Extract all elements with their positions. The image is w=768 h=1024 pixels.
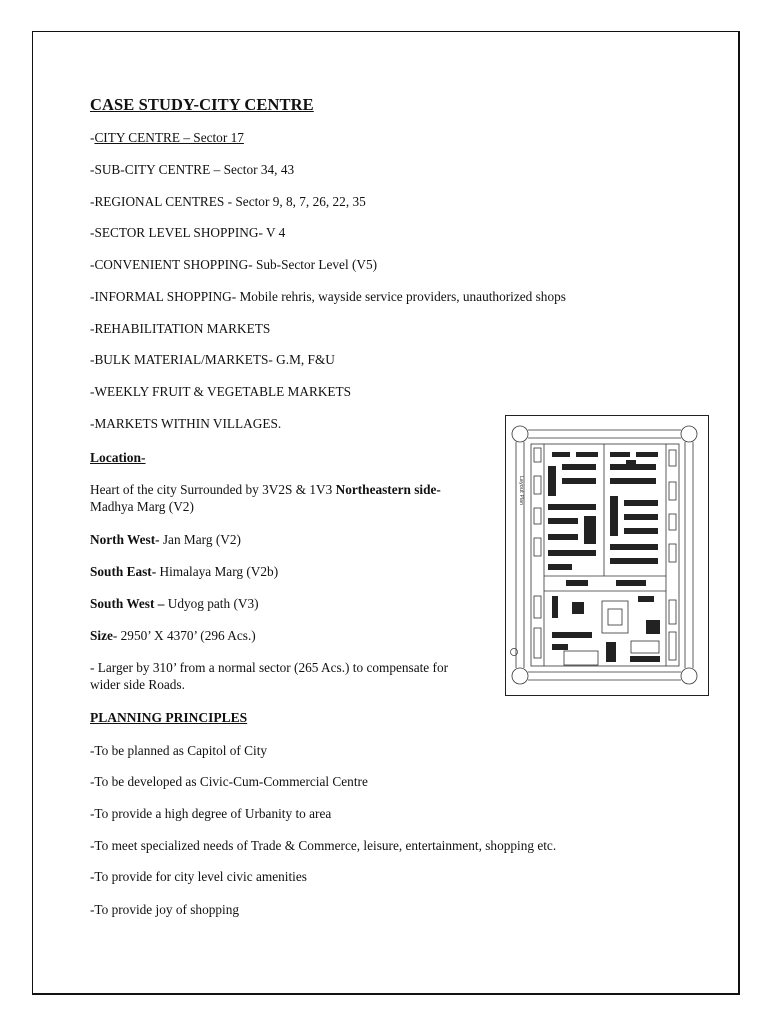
hierarchy-item: -REGIONAL CENTRES - Sector 9, 8, 7, 26, 22, 35: [90, 194, 366, 209]
hierarchy-item: -MARKETS WITHIN VILLAGES.: [90, 416, 282, 431]
hierarchy-item: -WEEKLY FRUIT & VEGETABLE MARKETS: [90, 384, 352, 399]
planning-item: -To provide a high degree of Urbanity to area: [90, 806, 332, 821]
location-intro-line2: Madhya Marg (V2): [90, 499, 194, 514]
hierarchy-item: -CONVENIENT SHOPPING- Sub-Sector Level (V5): [90, 257, 378, 272]
location-intro: Heart of the city Surrounded by 3V2S & 1V3 Northeastern side-: [90, 482, 441, 497]
location-south-west: South West – Udyog path (V3): [90, 596, 259, 611]
page-title: CASE STUDY-CITY CENTRE: [90, 95, 314, 114]
hierarchy-item: -CITY CENTRE – Sector 17: [90, 130, 244, 145]
location-heading: Location-: [90, 450, 146, 465]
planning-item: -To be developed as Civic-Cum-Commercial Centre: [90, 774, 368, 789]
hierarchy-item: -SUB-CITY CENTRE – Sector 34, 43: [90, 162, 295, 177]
compass-icon: [511, 649, 518, 656]
location-size: Size- 2950’ X 4370’ (296 Acs.): [90, 628, 256, 643]
layout-plan-map: [505, 415, 709, 696]
location-south-east: South East- Himalaya Marg (V2b): [90, 564, 279, 579]
hierarchy-item: -INFORMAL SHOPPING- Mobile rehris, wayside service providers, unauthorized shops: [90, 289, 566, 304]
hierarchy-item: -REHABILITATION MARKETS: [90, 321, 271, 336]
planning-item: -To provide for city level civic amenities: [90, 869, 307, 884]
location-note: - Larger by 310’ from a normal sector (265 Acs.) to compensate for wider side Roads.: [90, 660, 449, 692]
planning-heading: PLANNING PRINCIPLES: [90, 710, 248, 725]
planning-item: -To provide joy of shopping: [90, 902, 240, 917]
planning-item: -To meet specialized needs of Trade & Commerce, leisure, entertainment, shopping etc.: [90, 838, 557, 853]
planning-item: -To be planned as Capitol of City: [90, 743, 268, 758]
hierarchy-item: -BULK MATERIAL/MARKETS- G.M, F&U: [90, 352, 335, 367]
hierarchy-item: -SECTOR LEVEL SHOPPING- V 4: [90, 225, 286, 240]
layout-plan-drawing: [506, 416, 708, 695]
map-vertical-label: Layout Plan: [518, 476, 524, 506]
location-north-west: North West- Jan Marg (V2): [90, 532, 241, 547]
